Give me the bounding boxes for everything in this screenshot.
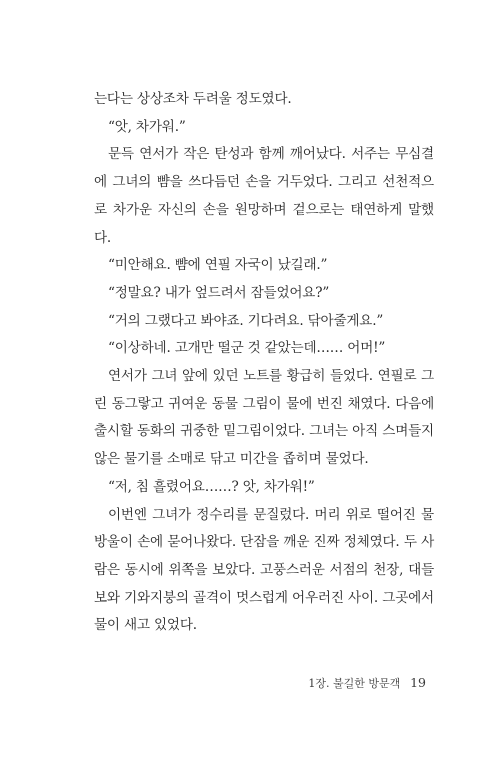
paragraph: 이번엔 그녀가 정수리를 문질렀다. 머리 위로 떨어진 물방울이 손에 묻어나왔다. 단잠을 깨운 진짜 정체였다. 두 사람은 동시에 위쪽을 보았다. 고풍스러운 서점의 천장, 대들보와 기와지붕의 골격이 멋스럽게 어우러진 사이. 그곳에서 물이 새고 있었다.: [94, 506, 434, 634]
page-footer: [308, 675, 426, 691]
paragraph: 연서가 그녀 앞에 있던 노트를 황급히 들었다. 연필로 그린 동그랗고 귀여운 동물 그림이 물에 번진 채였다. 다음에 출시할 동화의 귀중한 밑그림이었다. 그녀는 아직 스며들지 않은 물기를 소매로 닦고 미간을 좁히며 물었다.: [94, 368, 434, 468]
dialogue-line: “거의 그랬다고 봐야죠. 기다려요. 닦아줄게요.”: [108, 312, 384, 329]
paragraph: 문득 연서가 작은 탄성과 함께 깨어났다. 서주는 무심결에 그녀의 뺨을 쓰다듬던 손을 거두었다. 그리고 선천적으로 차가운 자신의 손을 원망하며 겉으로는 태연하게 말했다.: [94, 146, 434, 246]
running-footer-chapter: 1장. 불길한 방문객: [308, 677, 401, 690]
dialogue-line: “앗, 차가워.”: [108, 118, 186, 135]
dialogue-line: “정말요? 내가 엎드려서 잠들었어요?”: [108, 284, 330, 301]
dialogue-line: “저, 침 흘렸어요……? 앗, 차가워!”: [108, 478, 315, 495]
page-number: 19: [410, 675, 426, 690]
dialogue-line: “이상하네. 고개만 떨군 것 같았는데…… 어머!”: [108, 340, 386, 357]
paragraph: 는다는 상상조차 두려울 정도였다.: [94, 91, 292, 107]
body-text: [94, 86, 434, 640]
dialogue-line: “미안해요. 뺨에 연필 자국이 났길래.”: [108, 257, 328, 274]
